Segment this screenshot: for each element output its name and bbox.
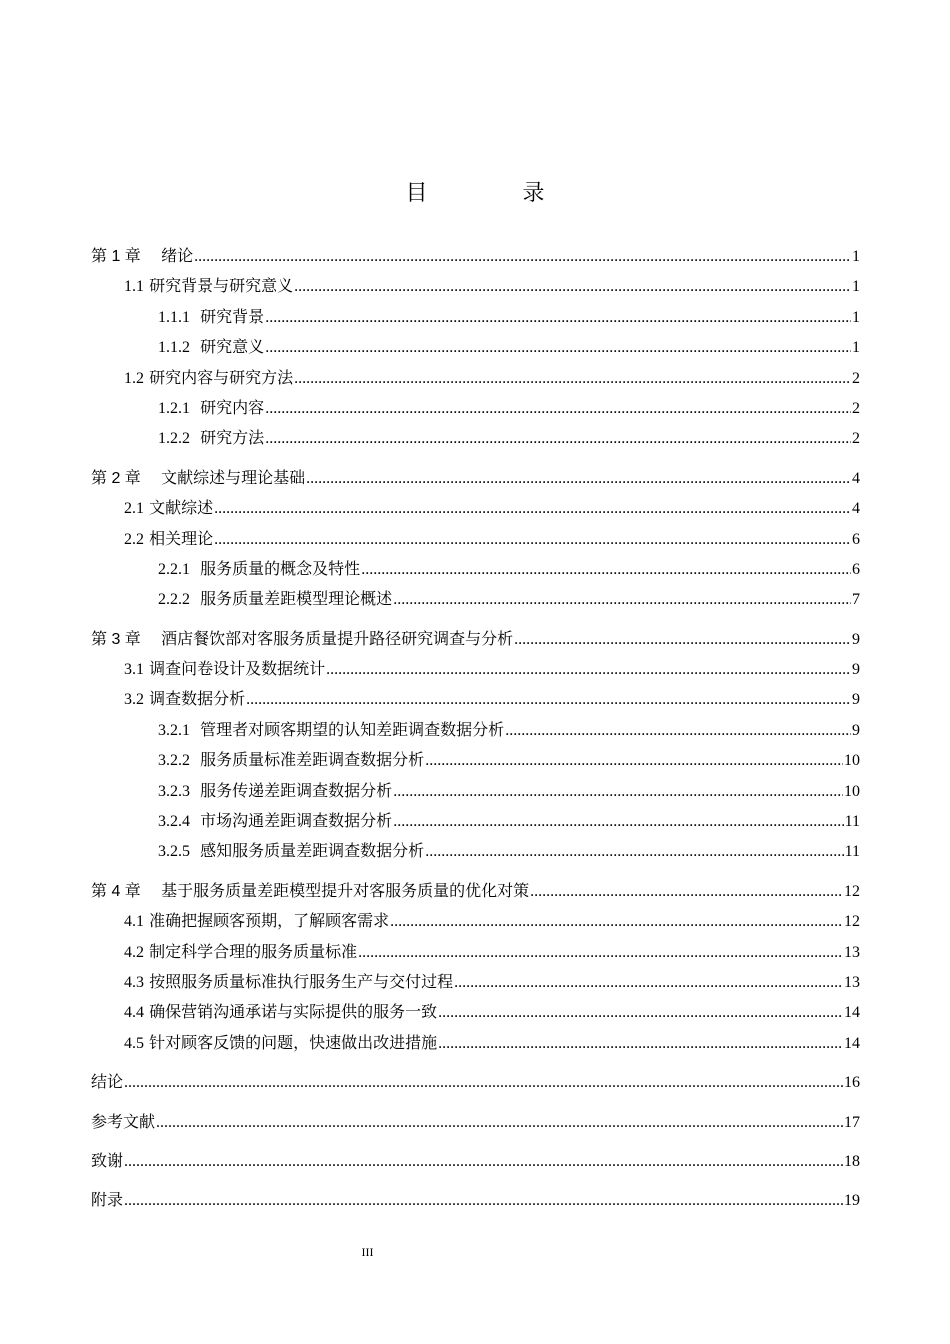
toc-entry-label [158,584,392,615]
toc-entry-text: 附录 [91,1190,124,1210]
toc-entry-number: 3.2.5 [158,843,190,861]
toc-entry-label [158,423,264,454]
toc-entry-label [124,493,213,524]
toc-entry-page: 18 [844,1152,860,1170]
dot-leader [124,1068,843,1098]
dot-leader [265,394,851,424]
toc-entry-number: 3.1 [124,661,144,679]
toc-entry-label [124,363,293,394]
toc-entry-page: 12 [844,913,860,931]
toc-entry-text: 参考文献 [91,1111,156,1131]
toc-entry[interactable] [91,241,860,271]
toc-entry-label [158,836,424,867]
toc-entry-label [158,332,264,363]
toc-entry-label [91,1185,123,1215]
toc-entry[interactable] [91,554,860,584]
dot-leader [246,685,851,715]
toc-entry-number: 2.2.2 [158,591,190,609]
toc-entry-page: 9 [852,691,860,709]
toc-entry-number: 2.2 [124,530,144,548]
toc-entry-label [91,624,513,655]
toc-entry-text: 感知服务质量差距调查数据分析 [200,841,425,861]
toc-entry-label [124,967,453,998]
toc-entry-text: 调查数据分析 [149,689,246,709]
toc-entry-number: 3.2.3 [158,782,190,800]
toc-entry-text: 服务质量标准差距调查数据分析 [200,750,425,770]
toc-entry-text: 调查问卷设计及数据统计 [149,659,326,679]
dot-leader [393,777,843,807]
toc-entry-number: 1.1.1 [158,308,190,326]
toc-entry-label [91,241,193,272]
toc-entry-page: 14 [844,1004,860,1022]
toc-entry-text: 文献综述 [149,498,214,518]
toc-entry-text: 市场沟通差距调查数据分析 [200,811,393,831]
toc-entry-number: 3.2 [124,691,144,709]
dot-leader [390,907,843,937]
toc-entry[interactable] [91,776,860,806]
toc-entry-number: 第 1 章 [91,248,141,265]
toc-entry-number: 4.4 [124,1004,144,1022]
toc-entry-page: 6 [852,560,860,578]
toc-entry-text: 研究内容与研究方法 [149,367,294,387]
toc-entry[interactable] [91,836,860,866]
toc-list [91,241,860,1216]
toc-entry-page: 4 [852,500,860,518]
toc-entry-label [124,654,325,685]
toc-entry-page: 19 [844,1192,860,1210]
toc-entry-label [91,463,305,494]
toc-entry-page: 10 [844,782,860,800]
dot-leader [214,494,851,524]
toc-entry-number: 3.2.1 [158,721,190,739]
toc-entry-number: 3.2.4 [158,813,190,831]
toc-entry-text: 管理者对顾客期望的认知差距调查数据分析 [200,719,505,739]
toc-entry[interactable] [91,654,860,684]
toc-entry-label [158,776,392,807]
toc-entry[interactable] [91,1146,860,1176]
toc-entry-text: 绪论 [161,246,194,265]
dot-leader [438,1029,843,1059]
toc-entry[interactable] [91,906,860,936]
toc-entry-page: 2 [852,369,860,387]
toc-entry-number: 2.2.1 [158,560,190,578]
dot-leader [265,424,851,454]
toc-entry-page: 9 [852,721,860,739]
toc-entry-text: 准确把握顾客预期，了解顾客需求 [149,911,390,931]
toc-entry-number: 第 2 章 [91,469,141,487]
toc-entry-page: 17 [844,1113,860,1131]
toc-entry[interactable] [91,1107,860,1137]
toc-entry[interactable] [91,463,860,493]
toc-entry-label [91,1107,155,1137]
toc-entry-text: 服务传递差距调查数据分析 [200,780,393,800]
toc-entry-text: 研究背景 [200,306,265,326]
toc-entry-label [124,1028,437,1059]
toc-entry-label [91,1067,123,1097]
toc-entry-page: 2 [852,430,860,448]
toc-entry-text: 相关理论 [149,528,214,548]
toc-entry-label [158,715,504,746]
toc-entry-number: 1.2.1 [158,399,190,417]
toc-entry-page: 4 [852,469,860,487]
toc-entry[interactable] [91,363,860,393]
dot-leader [294,364,851,394]
toc-entry-text: 研究方法 [200,428,265,448]
toc-entry-page: 11 [844,843,860,861]
dot-leader [425,746,843,776]
toc-entry-text: 研究背景与研究意义 [149,276,294,296]
toc-entry[interactable] [91,332,860,362]
toc-entry-text: 确保营销沟通承诺与实际提供的服务一致 [149,1002,438,1022]
toc-entry[interactable] [91,393,860,423]
toc-entry-page: 10 [844,752,860,770]
toc-entry-label [158,806,392,837]
toc-entry-text: 服务质量的概念及特性 [200,558,361,578]
toc-entry-page: 14 [844,1034,860,1052]
dot-leader [124,1186,843,1216]
toc-entry-number: 1.2 [124,369,144,387]
toc-entry[interactable] [91,745,860,775]
dot-leader [306,464,851,494]
toc-entry[interactable] [91,1028,860,1058]
toc-entry-text: 基于服务质量差距模型提升对客服务质量的优化对策 [161,880,530,900]
dot-leader [393,807,843,837]
toc-entry-text: 制定科学合理的服务质量标准 [149,941,358,961]
toc-entry-label [158,302,264,333]
page-number-footer: III [361,1245,374,1259]
toc-entry-label [124,684,245,715]
toc-entry-page: 9 [852,661,860,679]
toc-entry-page: 13 [844,943,860,961]
toc-entry-page: 12 [844,882,860,900]
toc-entry[interactable] [91,1185,860,1215]
dot-leader [124,1147,843,1177]
toc-entry-page: 1 [852,278,860,296]
toc-entry-number: 第 3 章 [91,630,141,648]
toc-entry[interactable] [91,997,860,1027]
toc-entry-label [124,271,293,302]
dot-leader [438,998,843,1028]
toc-entry-number: 3.2.2 [158,752,190,770]
toc-entry-text: 按照服务质量标准执行服务生产与交付过程 [149,971,454,991]
toc-entry[interactable] [91,876,860,906]
dot-leader [214,525,851,555]
toc-entry-text: 致谢 [91,1150,124,1170]
toc-entry[interactable] [91,524,860,554]
dot-leader [454,968,843,998]
toc-entry-number: 第 4 章 [91,882,141,900]
toc-entry-number: 4.2 [124,943,144,961]
toc-entry-number: 2.1 [124,500,144,518]
toc-entry-label [91,1146,123,1176]
toc-entry-page: 2 [852,399,860,417]
toc-entry[interactable] [91,806,860,836]
toc-entry-number: 1.1 [124,278,144,296]
toc-entry-label [124,997,437,1028]
toc-entry-text: 文献综述与理论基础 [161,467,306,487]
toc-entry-page: 7 [852,591,860,609]
toc-entry[interactable] [91,423,860,453]
toc-entry-page: 1 [852,308,860,326]
toc-entry-text: 针对顾客反馈的问题，快速做出改进措施 [149,1032,438,1052]
toc-entry[interactable] [91,1067,860,1097]
toc-entry-number: 1.1.2 [158,339,190,357]
toc-entry[interactable] [91,493,860,523]
toc-entry-label [124,524,213,555]
dot-leader [358,938,843,968]
toc-entry[interactable] [91,302,860,332]
dot-leader [265,333,851,363]
dot-leader [393,585,851,615]
toc-entry-number: 4.1 [124,913,144,931]
dot-leader [156,1108,843,1138]
toc-entry-label [124,906,389,937]
toc-entry-page: 1 [852,339,860,357]
dot-leader [326,655,851,685]
toc-entry[interactable] [91,937,860,967]
dot-leader [265,303,851,333]
toc-entry-label [158,393,264,424]
toc-title: 目 录 [405,181,589,206]
dot-leader [294,272,851,302]
dot-leader [505,716,851,746]
toc-entry-page: 1 [852,248,860,265]
toc-entry[interactable] [91,624,860,654]
toc-entry[interactable] [91,967,860,997]
toc-entry-page: 13 [844,973,860,991]
toc-entry-label [158,554,360,585]
toc-entry-text: 结论 [91,1072,124,1092]
toc-entry-page: 11 [844,813,860,831]
toc-entry-number: 4.3 [124,973,144,991]
toc-entry-label [124,937,357,968]
toc-entry[interactable] [91,584,860,614]
toc-entry[interactable] [91,271,860,301]
dot-leader [361,555,851,585]
toc-entry-text: 酒店餐饮部对客服务质量提升路径研究调查与分析 [161,628,514,648]
dot-leader [530,877,843,907]
toc-entry-text: 研究内容 [200,397,265,417]
toc-entry-label [91,876,529,907]
toc-entry[interactable] [91,684,860,714]
toc-entry-text: 研究意义 [200,337,265,357]
toc-entry-label [158,745,424,776]
dot-leader [194,242,851,272]
dot-leader [514,625,851,655]
toc-entry-page: 9 [852,630,860,648]
toc-entry-number: 1.2.2 [158,430,190,448]
toc-entry-text: 服务质量差距模型理论概述 [200,589,393,609]
toc-entry[interactable] [91,715,860,745]
toc-entry-page: 6 [852,530,860,548]
toc-entry-page: 16 [844,1074,860,1092]
toc-entry-number: 4.5 [124,1034,144,1052]
dot-leader [425,837,843,867]
